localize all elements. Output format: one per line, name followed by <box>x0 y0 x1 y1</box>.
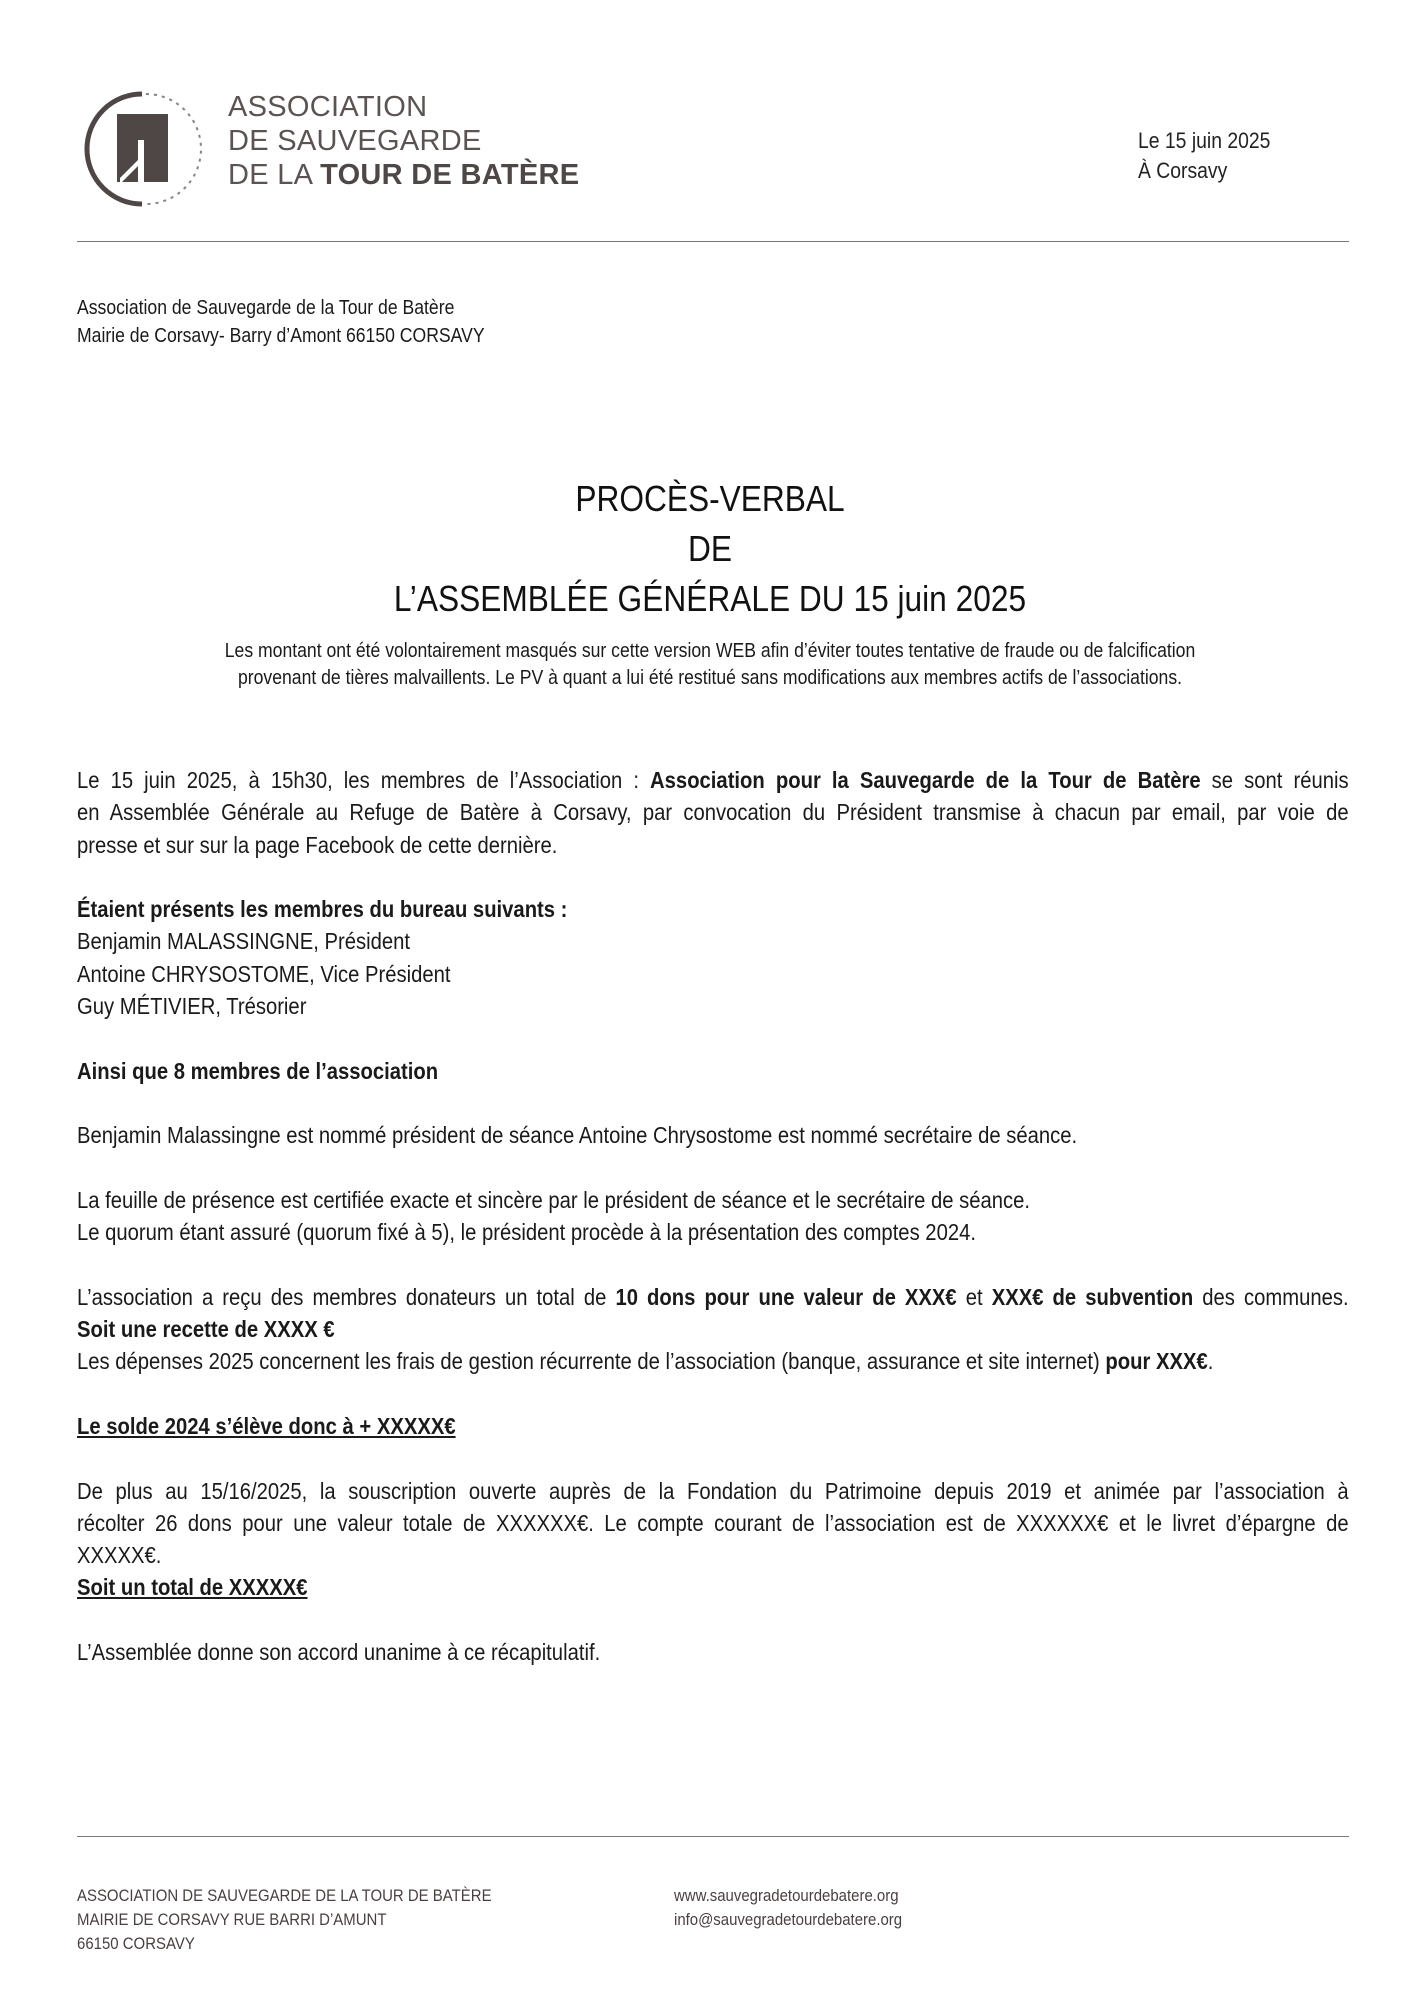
document-date: Le 15 juin 2025 <box>1138 128 1271 153</box>
date-place <box>1138 126 1270 186</box>
text-segment: Les dépenses 2025 concernent les frais de gestion récurrente de l’association (banque, assurance et site internet) <box>77 1348 1106 1375</box>
web-version-notice <box>0 638 1420 692</box>
text-segment: récolter 26 dons pour une valeur totale de XXXXXX€. Le compte courant de l’association est de XXXXXX€ et le livret d’épargne de <box>77 1509 1349 1536</box>
text-segment: se sont réunis <box>1200 767 1349 793</box>
association-logo <box>80 88 610 203</box>
body-line <box>77 1055 1349 1087</box>
title-line-3: L’ASSEMBLÉE GÉNÉRALE DU 15 juin 2025 <box>393 578 1027 619</box>
text-segment: presse et sur sur la page Facebook de cette dernière. <box>77 831 558 858</box>
text-segment: XXXXX€. <box>77 1542 162 1569</box>
logo-line-3-regular: DE LA <box>228 159 321 191</box>
document-place: À Corsavy <box>1138 158 1228 183</box>
bold-text: Soit un total de XXXXX€ <box>77 1574 308 1601</box>
footer-line-1: ASSOCIATION DE SAUVEGARDE DE LA TOUR DE BATÈRE <box>77 1886 492 1905</box>
footer-website-link[interactable]: www.sauvegradetourdebatere.org <box>674 1886 899 1905</box>
sender-address <box>77 294 485 350</box>
paragraph-gap <box>77 1378 1349 1410</box>
text-segment: Antoine CHRYSOSTOME, Vice Président <box>77 960 451 987</box>
bold-text: Étaient présents les membres du bureau suivants : <box>77 896 568 923</box>
body-line <box>77 1410 1349 1442</box>
tower-emblem-icon <box>80 88 205 208</box>
footer-contact <box>674 1884 902 1932</box>
body-line <box>77 1345 1349 1377</box>
text-segment: des communes. <box>1193 1283 1349 1310</box>
footer-divider <box>77 1836 1349 1837</box>
body-line <box>77 1281 1349 1313</box>
address-line-2: Mairie de Corsavy- Barry d’Amont 66150 CORSAVY <box>77 325 485 347</box>
text-segment: De plus au 15/16/2025, la souscription ouverte auprès de la Fondation du Patrimoine depuis 2019 et animée par l’association à <box>77 1477 1349 1504</box>
body-line <box>77 1507 1349 1539</box>
bold-text: Ainsi que 8 membres de l’association <box>77 1057 439 1084</box>
text-segment: L’Assemblée donne son accord unanime à ce récapitulatif. <box>77 1639 601 1666</box>
paragraph-gap <box>77 1248 1349 1280</box>
bold-text: Soit une recette de XXXX € <box>77 1316 335 1343</box>
bold-text: XXX€ de subvention <box>991 1283 1194 1310</box>
paragraph-gap <box>77 1604 1349 1636</box>
body-line <box>77 958 1349 990</box>
footer-line-3: 66150 CORSAVY <box>77 1934 195 1953</box>
paragraph-gap <box>77 1022 1349 1054</box>
text-segment: Le 15 juin 2025, à 15h30, les membres de l’Association : <box>77 767 651 793</box>
minutes-body <box>77 764 1349 1668</box>
footer-email-link[interactable]: info@sauvegradetourdebatere.org <box>674 1910 903 1929</box>
footer-address <box>77 1884 492 1956</box>
body-line <box>77 893 1349 925</box>
body-line <box>77 1636 1349 1668</box>
bold-text: pour XXX€ <box>1105 1348 1208 1375</box>
bold-text: 10 dons pour une valeur de XXX€ <box>615 1283 957 1310</box>
notice-line-2: provenant de tières malvaillents. Le PV à quant a lui été restitué sans modifications aux membres actifs de l’associations. <box>237 667 1183 689</box>
page-title <box>0 474 1420 624</box>
body-line <box>77 1313 1349 1345</box>
header-divider <box>77 241 1349 242</box>
bold-text: Le solde 2024 s’élève donc à + XXXXX€ <box>77 1412 456 1439</box>
footer-line-2: MAIRIE DE CORSAVY RUE BARRI D’AMUNT <box>77 1910 387 1929</box>
title-line-2: DE <box>687 528 732 569</box>
paragraph-gap <box>77 1152 1349 1184</box>
text-segment: L’association a reçu des membres donateurs un total de <box>77 1283 616 1310</box>
body-line <box>77 1184 1349 1216</box>
body-line <box>77 829 1349 861</box>
body-line <box>77 1216 1349 1248</box>
text-segment: Benjamin MALASSINGNE, Président <box>77 928 410 955</box>
text-segment: Le quorum étant assuré (quorum fixé à 5), le président procède à la présentation des comptes 2024. <box>77 1219 976 1246</box>
text-segment: en Assemblée Générale au Refuge de Batère à Corsavy, par convocation du Président transmise à chacun par email, par voie de <box>77 799 1349 826</box>
body-line <box>77 990 1349 1022</box>
body-line <box>77 1571 1349 1603</box>
logo-line-3-bold: TOUR DE BATÈRE <box>320 159 580 191</box>
body-line <box>77 1475 1349 1507</box>
logo-line-2: DE SAUVEGARDE <box>228 125 482 157</box>
bold-text: Association pour la Sauvegarde de la Tour de Batère <box>650 767 1201 793</box>
text-segment: Benjamin Malassingne est nommé président de séance Antoine Chrysostome est nommé secrétaire de séance. <box>77 1122 1078 1149</box>
address-line-1: Association de Sauvegarde de la Tour de Batère <box>77 297 455 319</box>
text-segment: . <box>1207 1348 1214 1375</box>
text-segment: Guy MÉTIVIER, Trésorier <box>77 993 307 1020</box>
body-line <box>77 1539 1349 1571</box>
paragraph-gap <box>77 1087 1349 1119</box>
logo-line-3 <box>228 158 579 192</box>
logo-line-1: ASSOCIATION <box>228 91 428 123</box>
title-line-1: PROCÈS-VERBAL <box>575 478 845 519</box>
notice-line-1: Les montant ont été volontairement masqués sur cette version WEB afin d’éviter toutes tentative de fraude ou de falcification <box>224 640 1196 662</box>
paragraph-gap <box>77 861 1349 893</box>
body-line <box>77 1119 1349 1151</box>
text-segment: et <box>956 1283 992 1310</box>
body-line <box>77 796 1349 828</box>
paragraph-gap <box>77 1442 1349 1474</box>
text-segment: La feuille de présence est certifiée exacte et sincère par le président de séance et le secrétaire de séance. <box>77 1186 1030 1213</box>
body-line <box>77 925 1349 957</box>
body-line <box>77 764 1349 796</box>
